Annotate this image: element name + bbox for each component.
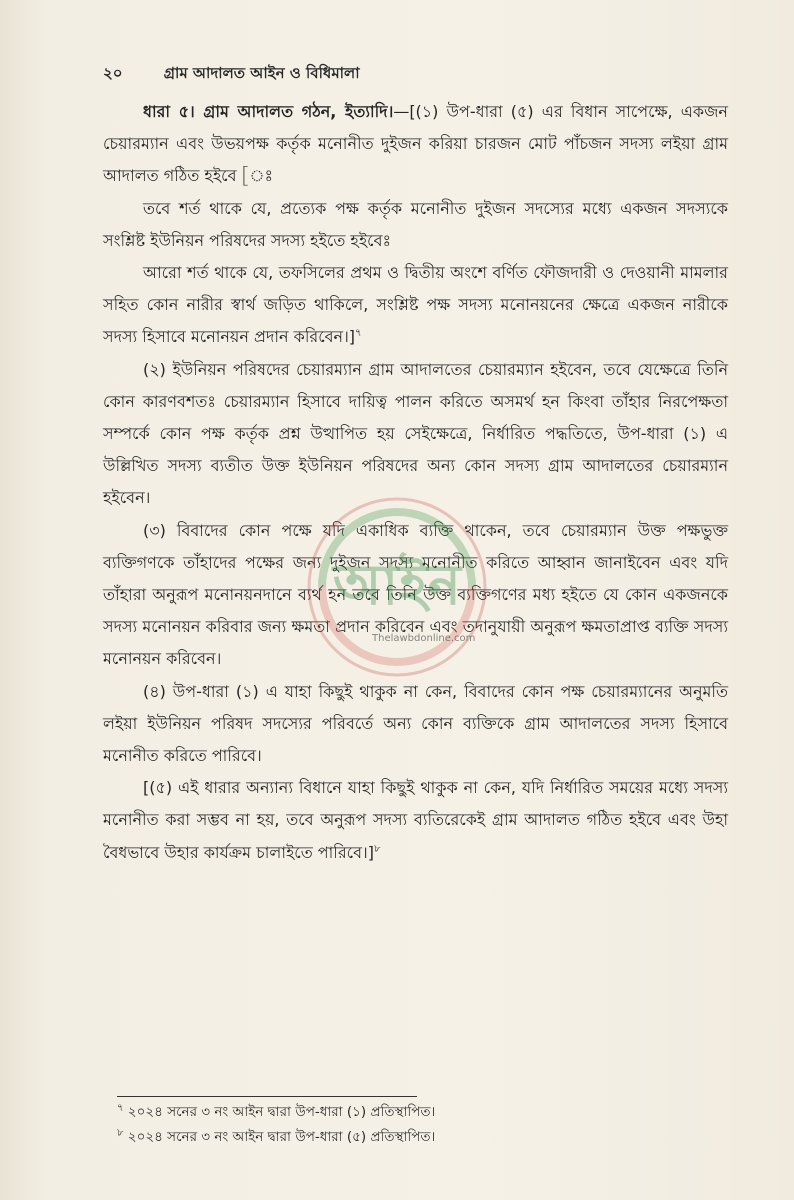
page-number: ২০ (103, 64, 123, 82)
watermark-url: Thelawbdonline.com (372, 633, 476, 644)
footnote-text: ২০২৪ সনের ৩ নং আইন দ্বারা উপ-ধারা (৫) প্রতিস্থাপিত। (123, 1129, 436, 1145)
proviso-2 (103, 257, 728, 354)
proviso-2-text: আরো শর্ত থাকে যে, তফসিলের প্রথম ও দ্বিতীয় অংশে বর্ণিত ফৌজদারী ও দেওয়ানী মামলার সহিত কোন নারীর স্বার্থ জড়িত থাকিলে, সংশ্লিষ্ট পক্ষ সদস্য মনোনয়নের ক্ষেত্রে একজন নারীকে সদস্য হিসাবে মনোনয়ন প্রদান করিবেন।] (103, 263, 728, 347)
book-title: গ্রাম আদালত আইন ও বিধিমালা (163, 64, 360, 82)
subsection-3: (৩) বিবাদের কোন পক্ষে যদি একাধিক ব্যক্তি থাকেন, তবে চেয়ারম্যান উক্ত পক্ষভুক্ত ব্যক্তিগণকে তাঁহাদের পক্ষের জন্য দুইজন সদস্য মনোনীত করিতে আহ্বান জানাইবেন এবং যদি তাঁহারা অনুরূপ মনোনয়নদানে ব্যর্থ হন তবে তিনি উক্ত ব্যক্তিগণের মধ্য হইতে যে কোন একজনকে সদস্য মনোনয়ন করিবার জন্য ক্ষমতা প্রদান করিবেন এবং তদানুযায়ী অনুরূপ ক্ষমতাপ্রাপ্ত ব্যক্তি সদস্য মনোনয়ন করিবেন। (103, 520, 728, 669)
subsection-4: (৪) উপ-ধারা (১) এ যাহা কিছুই থাকুক না কেন, বিবাদের কোন পক্ষ চেয়ারম্যানের অনুমতি লইয়া ইউনিয়ন পরিষদ সদস্যের পরিবর্তে অন্য কোন ব্যক্তিকে গ্রাম আদালতের সদস্য হিসাবে মনোনীত করিতে পারিবে। (103, 681, 728, 766)
footnote-ref-7: ৭ (355, 328, 362, 340)
footnote-ref-8: ৮ (373, 843, 381, 855)
watermark-logo-text: আইন (333, 553, 461, 618)
subsection-1-text: —[(১) উপ-ধারা (৫) এর বিধান সাপেক্ষে, একজন চেয়ারম্যান এবং উভয়পক্ষ কর্তৃক মনোনীত দুইজন করিয়া চারজন মোট পাঁচজন সদস্য লইয়া গ্রাম আদালত গঠিত হইবে [ঃ (103, 102, 728, 186)
footnote-mark: ৮ (117, 1127, 124, 1139)
proviso-1: তবে শর্ত থাকে যে, প্রত্যেক পক্ষ কর্তৃক মনোনীত দুইজন সদস্যের মধ্যে একজন সদস্যকে সংশ্লিষ্ট ইউনিয়ন পরিষদের সদস্য হইতে হইবেঃ (103, 198, 728, 250)
section-heading: ধারা ৫। গ্রাম আদালত গঠন, ইত্যাদি। (143, 102, 394, 121)
footnote-divider (117, 1096, 417, 1097)
footnote-text: ২০২৪ সনের ৩ নং আইন দ্বারা উপ-ধারা (১) প্রতিস্থাপিত। (123, 1104, 436, 1120)
footnote-8 (117, 1125, 717, 1150)
footnotes (117, 1100, 717, 1150)
footnote-mark: ৭ (117, 1102, 124, 1114)
subsection-5-text: [(৫) এই ধারার অন্যান্য বিধানে যাহা কিছুই থাকুক না কেন, যদি নির্ধারিত সময়ের মধ্যে সদস্য মনোনীত করা সম্ভব না হয়, তবে অনুরূপ সদস্য ব্যতিরেকেই গ্রাম আদালত গঠিত হইবে এবং উহা বৈধভাবে উহার কার্যক্রম চালাইতে পারিবে।] (103, 778, 728, 862)
subsection-2: (২) ইউনিয়ন পরিষদের চেয়ারম্যান গ্রাম আদালতের চেয়ারম্যান হইবেন, তবে যেক্ষেত্রে তিনি কোন কারণবশতঃ চেয়ারম্যান হিসাবে দায়িত্ব পালন করিতে অসমর্থ হন কিংবা তাঁহার নিরপেক্ষতা সম্পর্কে কোন পক্ষ কর্তৃক প্রশ্ন উত্থাপিত হয় সেইক্ষেত্রে, নির্ধারিত পদ্ধতিতে, উপ-ধারা (১) এ উল্লিখিত সদস্য ব্যতীত উক্ত ইউনিয়ন পরিষদের অন্য কোন সদস্য গ্রাম আদালতের চেয়ারম্যান হইবেন। (103, 359, 728, 508)
footnote-7 (117, 1100, 717, 1125)
subsection-1 (103, 96, 728, 193)
subsection-5 (103, 772, 728, 869)
section-body (103, 96, 728, 869)
running-header (103, 62, 360, 87)
